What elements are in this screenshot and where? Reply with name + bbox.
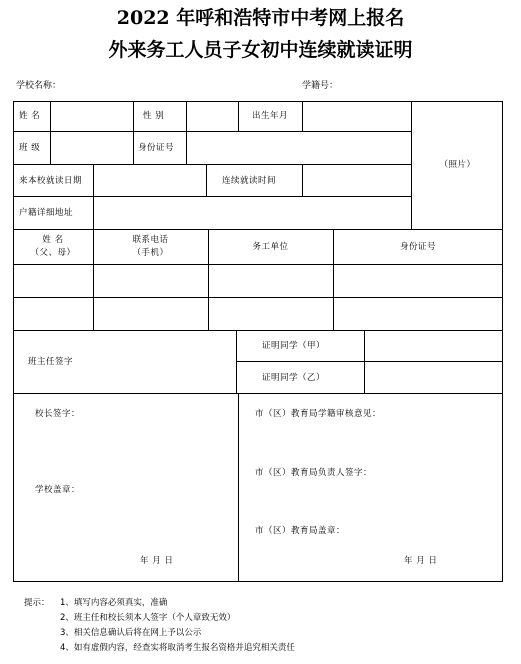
label-school-seal: 学校盖章：: [35, 485, 81, 495]
grid-line: [13, 264, 503, 265]
grid-line: [13, 330, 503, 331]
grid-line: [302, 101, 303, 131]
grid-line: [13, 164, 411, 165]
grid-line: [93, 164, 94, 229]
label-parent-name-sub: （父、母）: [30, 248, 76, 258]
grid-line: [238, 393, 239, 582]
grid-line: [13, 196, 411, 197]
grid-line: [13, 131, 411, 132]
grid-line: [13, 297, 503, 298]
grid-line: [364, 330, 365, 393]
label-id-number: 身份证号: [138, 143, 175, 153]
grid-line: [133, 101, 134, 164]
grid-line: [206, 164, 207, 196]
date-school: 年 月 日: [140, 556, 174, 566]
grid-line: [236, 361, 503, 362]
label-class: 班 级: [19, 143, 41, 153]
school-name-label: 学校名称：: [16, 81, 62, 91]
label-household-address: 户籍详细地址: [19, 208, 74, 218]
note-item: 3、相关信息确认后将在网上予以公示: [60, 628, 202, 638]
title-line-1: 2022 年呼和浩特市中考网上报名: [116, 7, 405, 29]
label-bureau-seal: 市（区）教育局盖章：: [255, 526, 346, 536]
label-name: 姓 名: [19, 111, 41, 121]
label-witness-classmate-a: 证明同学（甲）: [262, 341, 326, 351]
grid-line: [13, 229, 503, 230]
photo-placeholder: （照片）: [439, 160, 476, 170]
grid-line: [13, 393, 503, 394]
certificate-table: [13, 101, 503, 582]
label-principal-signature: 校长签字：: [35, 409, 81, 419]
note-item: 2、班主任和校长须本人签字（个人章致无效）: [60, 613, 236, 623]
note-item: 4、如有虚假内容，经查实将取消考生报名资格并追究相关责任: [60, 643, 295, 653]
label-work-unit: 务工单位: [252, 242, 289, 252]
label-bureau-leader-signature: 市（区）教育局负责人签字：: [255, 468, 373, 478]
label-parent-name: 姓 名: [42, 235, 64, 245]
notes: [24, 596, 295, 656]
label-gender: 性 别: [143, 111, 165, 121]
grid-line: [238, 101, 239, 131]
date-bureau: 年 月 日: [404, 556, 438, 566]
label-parent-id-number: 身份证号: [399, 242, 436, 252]
grid-line: [302, 164, 303, 196]
student-registration-label: 学籍号：: [302, 81, 339, 91]
grid-line: [236, 330, 237, 393]
grid-line: [186, 101, 187, 164]
title-line-2: 外来务工人员子女初中连续就读证明: [108, 39, 413, 61]
label-continuous-time: 连续就读时间: [222, 176, 277, 186]
grid-line: [50, 131, 51, 164]
note-item: 1、填写内容必须真实，准确: [60, 598, 168, 608]
notes-prefix: 提示：: [24, 598, 50, 608]
label-birth-date: 出生年月: [252, 111, 289, 121]
label-contact-phone: 联系电话: [132, 235, 169, 245]
label-bureau-opinion: 市（区）教育局学籍审核意见：: [255, 409, 382, 419]
label-homeroom-teacher-signature: 班主任签字: [28, 357, 74, 367]
label-witness-classmate-b: 证明同学（乙）: [262, 373, 326, 383]
label-contact-phone-sub: （手机）: [132, 248, 169, 258]
grid-line: [50, 101, 51, 131]
label-enroll-date: 来本校就读日期: [19, 176, 83, 186]
